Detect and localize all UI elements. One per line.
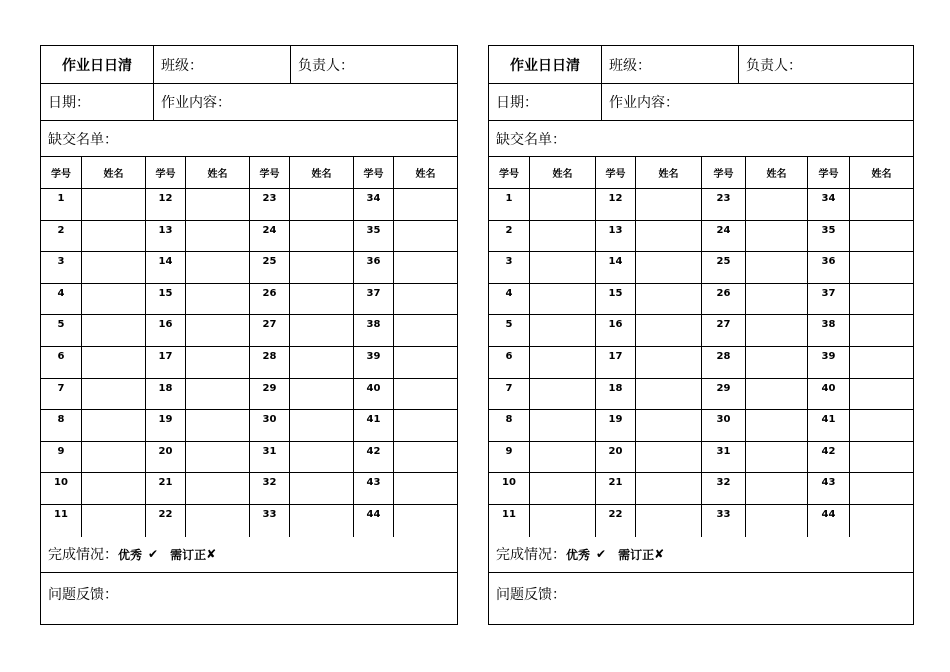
student-number: 25 bbox=[249, 252, 289, 283]
student-name-cell[interactable] bbox=[635, 347, 701, 378]
student-number: 27 bbox=[249, 315, 289, 346]
student-name-cell[interactable] bbox=[529, 189, 595, 220]
feedback-field[interactable]: 问题反馈： bbox=[496, 586, 566, 603]
student-number: 35 bbox=[353, 221, 393, 252]
student-number: 15 bbox=[595, 284, 635, 315]
student-number: 32 bbox=[249, 473, 289, 504]
class-field[interactable]: 班级： bbox=[153, 46, 290, 83]
student-name-cell[interactable] bbox=[289, 442, 353, 473]
student-number: 22 bbox=[145, 505, 185, 537]
homework-form-right bbox=[488, 45, 914, 625]
student-number: 42 bbox=[353, 442, 393, 473]
col-header-no: 学号 bbox=[145, 157, 185, 188]
student-number: 14 bbox=[145, 252, 185, 283]
student-number: 24 bbox=[701, 221, 745, 252]
student-number: 24 bbox=[249, 221, 289, 252]
student-name-cell[interactable] bbox=[81, 189, 145, 220]
student-number: 21 bbox=[145, 473, 185, 504]
student-number: 7 bbox=[57, 382, 65, 394]
student-row bbox=[489, 347, 913, 379]
student-number: 12 bbox=[145, 189, 185, 220]
feedback-row bbox=[41, 573, 457, 624]
student-number: 2 bbox=[57, 224, 65, 236]
student-name-cell[interactable] bbox=[635, 379, 701, 410]
student-name-cell[interactable] bbox=[529, 473, 595, 504]
completion-row bbox=[41, 537, 457, 573]
student-name-cell[interactable] bbox=[393, 473, 457, 504]
student-row bbox=[489, 252, 913, 284]
student-number: 43 bbox=[807, 473, 849, 504]
student-name-cell[interactable] bbox=[289, 252, 353, 283]
student-row bbox=[489, 284, 913, 316]
student-number: 38 bbox=[353, 315, 393, 346]
student-name-cell[interactable] bbox=[635, 284, 701, 315]
student-name-cell[interactable] bbox=[745, 189, 807, 220]
student-name-cell[interactable] bbox=[745, 379, 807, 410]
student-name-cell[interactable] bbox=[185, 379, 249, 410]
student-name-cell[interactable] bbox=[393, 442, 457, 473]
completion-row bbox=[489, 537, 913, 573]
student-number: 12 bbox=[595, 189, 635, 220]
student-name-cell[interactable] bbox=[81, 379, 145, 410]
owner-field[interactable]: 负责人： bbox=[290, 46, 457, 83]
student-row bbox=[41, 252, 457, 284]
student-row bbox=[489, 505, 913, 537]
student-number: 25 bbox=[701, 252, 745, 283]
student-name-cell[interactable] bbox=[81, 284, 145, 315]
student-name-cell[interactable] bbox=[393, 221, 457, 252]
student-number: 42 bbox=[807, 442, 849, 473]
grid-header-row bbox=[41, 157, 457, 189]
student-number: 29 bbox=[701, 379, 745, 410]
student-number: 34 bbox=[807, 189, 849, 220]
feedback-field[interactable]: 问题反馈： bbox=[48, 586, 118, 603]
col-header-name: 姓名 bbox=[185, 157, 249, 188]
content-field[interactable]: 作业内容： bbox=[601, 84, 913, 120]
student-number: 33 bbox=[249, 505, 289, 537]
absent-list-field[interactable]: 缺交名单： bbox=[496, 131, 566, 148]
student-number: 17 bbox=[145, 347, 185, 378]
student-number: 5 bbox=[505, 319, 513, 331]
student-number: 4 bbox=[505, 287, 513, 299]
student-name-cell[interactable] bbox=[745, 473, 807, 504]
student-number: 31 bbox=[249, 442, 289, 473]
student-number: 36 bbox=[807, 252, 849, 283]
student-name-cell[interactable] bbox=[393, 410, 457, 441]
student-name-cell[interactable] bbox=[529, 221, 595, 252]
student-row bbox=[41, 315, 457, 347]
student-number: 31 bbox=[701, 442, 745, 473]
student-name-cell[interactable] bbox=[289, 473, 353, 504]
student-number: 18 bbox=[145, 379, 185, 410]
student-number: 5 bbox=[57, 319, 65, 331]
student-number: 30 bbox=[249, 410, 289, 441]
completion-label: 完成情况： bbox=[496, 547, 566, 564]
col-header-name: 姓名 bbox=[745, 157, 807, 188]
student-name-cell[interactable] bbox=[289, 505, 353, 537]
student-number: 14 bbox=[595, 252, 635, 283]
student-number: 26 bbox=[701, 284, 745, 315]
student-name-cell[interactable] bbox=[529, 505, 595, 537]
student-name-cell[interactable] bbox=[745, 315, 807, 346]
student-name-cell[interactable] bbox=[81, 505, 145, 537]
student-name-cell[interactable] bbox=[81, 252, 145, 283]
student-name-cell[interactable] bbox=[393, 347, 457, 378]
excellent-label: 优秀 bbox=[566, 547, 591, 562]
student-name-cell[interactable] bbox=[529, 347, 595, 378]
student-name-cell[interactable] bbox=[745, 347, 807, 378]
date-field[interactable]: 日期： bbox=[48, 95, 90, 111]
student-name-cell[interactable] bbox=[849, 442, 913, 473]
check-icon: ✔ bbox=[596, 547, 607, 562]
student-name-cell[interactable] bbox=[849, 505, 913, 537]
col-header-name: 姓名 bbox=[635, 157, 701, 188]
col-header-no: 学号 bbox=[701, 157, 745, 188]
student-name-cell[interactable] bbox=[529, 379, 595, 410]
student-number: 30 bbox=[701, 410, 745, 441]
student-name-cell[interactable] bbox=[849, 379, 913, 410]
col-header-no: 学号 bbox=[353, 157, 393, 188]
student-name-cell[interactable] bbox=[849, 410, 913, 441]
student-row bbox=[489, 189, 913, 221]
student-name-cell[interactable] bbox=[745, 252, 807, 283]
student-row bbox=[489, 442, 913, 474]
col-header-name: 姓名 bbox=[393, 157, 457, 188]
student-name-cell[interactable] bbox=[393, 252, 457, 283]
student-number: 21 bbox=[595, 473, 635, 504]
student-name-cell[interactable] bbox=[81, 442, 145, 473]
form-title: 作业日日清 bbox=[510, 57, 580, 74]
student-grid bbox=[41, 157, 457, 537]
cross-icon: ✘ bbox=[206, 547, 217, 562]
student-number: 35 bbox=[807, 221, 849, 252]
col-header-name: 姓名 bbox=[849, 157, 913, 188]
date-row bbox=[489, 84, 913, 121]
student-name-cell[interactable] bbox=[635, 252, 701, 283]
col-header-no: 学号 bbox=[249, 157, 289, 188]
student-row bbox=[489, 473, 913, 505]
student-name-cell[interactable] bbox=[185, 315, 249, 346]
student-number: 23 bbox=[249, 189, 289, 220]
student-number: 17 bbox=[595, 347, 635, 378]
absent-list-field[interactable]: 缺交名单： bbox=[48, 131, 118, 148]
student-name-cell[interactable] bbox=[289, 379, 353, 410]
col-header-name: 姓名 bbox=[529, 157, 595, 188]
grid-header-row bbox=[489, 157, 913, 189]
student-number: 7 bbox=[505, 382, 513, 394]
student-number: 10 bbox=[54, 477, 68, 489]
student-name-cell[interactable] bbox=[635, 410, 701, 441]
excellent-label: 优秀 bbox=[118, 547, 143, 562]
student-name-cell[interactable] bbox=[185, 410, 249, 441]
student-number: 43 bbox=[353, 473, 393, 504]
student-name-cell[interactable] bbox=[393, 284, 457, 315]
student-row bbox=[489, 379, 913, 411]
student-number: 38 bbox=[807, 315, 849, 346]
student-name-cell[interactable] bbox=[81, 473, 145, 504]
student-number: 40 bbox=[807, 379, 849, 410]
absent-row bbox=[41, 121, 457, 157]
col-header-name: 姓名 bbox=[81, 157, 145, 188]
student-name-cell[interactable] bbox=[745, 505, 807, 537]
student-number: 19 bbox=[145, 410, 185, 441]
student-number: 27 bbox=[701, 315, 745, 346]
col-header-no: 学号 bbox=[499, 169, 519, 180]
revise-label: 需订正 bbox=[170, 547, 207, 562]
student-number: 3 bbox=[57, 256, 65, 268]
student-number: 23 bbox=[701, 189, 745, 220]
content-field[interactable]: 作业内容： bbox=[153, 84, 457, 120]
student-number: 44 bbox=[353, 505, 393, 537]
student-row bbox=[489, 315, 913, 347]
student-name-cell[interactable] bbox=[289, 221, 353, 252]
student-row bbox=[41, 505, 457, 537]
student-name-cell[interactable] bbox=[745, 410, 807, 441]
student-name-cell[interactable] bbox=[185, 473, 249, 504]
student-name-cell[interactable] bbox=[635, 442, 701, 473]
student-name-cell[interactable] bbox=[393, 189, 457, 220]
student-number: 9 bbox=[57, 445, 65, 457]
student-number: 41 bbox=[807, 410, 849, 441]
owner-field[interactable]: 负责人： bbox=[738, 46, 913, 83]
student-number: 28 bbox=[249, 347, 289, 378]
student-name-cell[interactable] bbox=[81, 410, 145, 441]
student-name-cell[interactable] bbox=[849, 473, 913, 504]
col-header-no: 学号 bbox=[807, 157, 849, 188]
completion-field bbox=[41, 537, 457, 572]
student-number: 29 bbox=[249, 379, 289, 410]
student-number: 44 bbox=[807, 505, 849, 537]
student-number: 3 bbox=[505, 256, 513, 268]
student-number: 26 bbox=[249, 284, 289, 315]
student-row bbox=[41, 410, 457, 442]
student-number: 16 bbox=[595, 315, 635, 346]
student-name-cell[interactable] bbox=[745, 221, 807, 252]
student-number: 4 bbox=[57, 287, 65, 299]
student-name-cell[interactable] bbox=[289, 315, 353, 346]
student-row bbox=[41, 379, 457, 411]
student-number: 15 bbox=[145, 284, 185, 315]
student-name-cell[interactable] bbox=[529, 410, 595, 441]
student-number: 9 bbox=[505, 445, 513, 457]
student-name-cell[interactable] bbox=[745, 442, 807, 473]
student-name-cell[interactable] bbox=[185, 505, 249, 537]
student-name-cell[interactable] bbox=[529, 315, 595, 346]
student-number: 8 bbox=[505, 414, 513, 426]
form-title: 作业日日清 bbox=[62, 57, 132, 74]
student-name-cell[interactable] bbox=[635, 315, 701, 346]
student-name-cell[interactable] bbox=[635, 473, 701, 504]
student-name-cell[interactable] bbox=[529, 284, 595, 315]
col-header-name: 姓名 bbox=[289, 157, 353, 188]
student-number: 10 bbox=[502, 477, 516, 489]
student-name-cell[interactable] bbox=[849, 315, 913, 346]
student-name-cell[interactable] bbox=[635, 505, 701, 537]
col-header-no: 学号 bbox=[51, 169, 71, 180]
date-row bbox=[41, 84, 457, 121]
student-name-cell[interactable] bbox=[849, 252, 913, 283]
student-name-cell[interactable] bbox=[289, 410, 353, 441]
check-icon: ✔ bbox=[148, 547, 159, 562]
feedback-row bbox=[489, 573, 913, 624]
student-row bbox=[41, 473, 457, 505]
student-name-cell[interactable] bbox=[81, 221, 145, 252]
student-name-cell[interactable] bbox=[185, 442, 249, 473]
student-row bbox=[41, 347, 457, 379]
header-row bbox=[489, 46, 913, 84]
student-number: 39 bbox=[807, 347, 849, 378]
student-number: 37 bbox=[807, 284, 849, 315]
student-number: 11 bbox=[502, 508, 516, 520]
student-number: 33 bbox=[701, 505, 745, 537]
revise-label: 需订正 bbox=[618, 547, 655, 562]
student-number: 22 bbox=[595, 505, 635, 537]
date-field[interactable]: 日期： bbox=[496, 95, 538, 111]
student-number: 1 bbox=[505, 193, 513, 204]
student-number: 6 bbox=[505, 350, 513, 362]
absent-row bbox=[489, 121, 913, 157]
student-number: 8 bbox=[57, 414, 65, 426]
completion-label: 完成情况： bbox=[48, 547, 118, 564]
student-name-cell[interactable] bbox=[185, 252, 249, 283]
student-name-cell[interactable] bbox=[289, 347, 353, 378]
student-row bbox=[41, 284, 457, 316]
student-number: 2 bbox=[505, 224, 513, 236]
student-number: 39 bbox=[353, 347, 393, 378]
col-header-no: 学号 bbox=[595, 157, 635, 188]
student-number: 19 bbox=[595, 410, 635, 441]
student-name-cell[interactable] bbox=[635, 221, 701, 252]
student-number: 20 bbox=[595, 442, 635, 473]
header-row bbox=[41, 46, 457, 84]
student-name-cell[interactable] bbox=[81, 347, 145, 378]
student-grid bbox=[489, 157, 913, 537]
student-number: 1 bbox=[57, 193, 65, 204]
student-number: 40 bbox=[353, 379, 393, 410]
student-row bbox=[41, 189, 457, 221]
student-name-cell[interactable] bbox=[849, 284, 913, 315]
student-name-cell[interactable] bbox=[185, 189, 249, 220]
student-name-cell[interactable] bbox=[745, 284, 807, 315]
student-number: 37 bbox=[353, 284, 393, 315]
student-name-cell[interactable] bbox=[529, 252, 595, 283]
student-name-cell[interactable] bbox=[529, 442, 595, 473]
student-name-cell[interactable] bbox=[393, 379, 457, 410]
student-name-cell[interactable] bbox=[185, 221, 249, 252]
student-name-cell[interactable] bbox=[289, 189, 353, 220]
student-number: 13 bbox=[595, 221, 635, 252]
homework-form-left bbox=[40, 45, 458, 625]
student-number: 13 bbox=[145, 221, 185, 252]
student-number: 41 bbox=[353, 410, 393, 441]
student-row bbox=[489, 221, 913, 253]
student-number: 18 bbox=[595, 379, 635, 410]
student-name-cell[interactable] bbox=[185, 284, 249, 315]
cross-icon: ✘ bbox=[654, 547, 665, 562]
student-row bbox=[489, 410, 913, 442]
student-name-cell[interactable] bbox=[185, 347, 249, 378]
student-row bbox=[41, 221, 457, 253]
student-number: 28 bbox=[701, 347, 745, 378]
student-row bbox=[41, 442, 457, 474]
student-number: 16 bbox=[145, 315, 185, 346]
completion-field bbox=[489, 537, 913, 572]
student-number: 32 bbox=[701, 473, 745, 504]
student-number: 20 bbox=[145, 442, 185, 473]
student-number: 34 bbox=[353, 189, 393, 220]
student-name-cell[interactable] bbox=[849, 221, 913, 252]
student-name-cell[interactable] bbox=[393, 505, 457, 537]
student-number: 6 bbox=[57, 350, 65, 362]
class-field[interactable]: 班级： bbox=[601, 46, 738, 83]
student-name-cell[interactable] bbox=[393, 315, 457, 346]
student-number: 36 bbox=[353, 252, 393, 283]
student-number: 11 bbox=[54, 508, 68, 520]
student-name-cell[interactable] bbox=[635, 189, 701, 220]
student-name-cell[interactable] bbox=[849, 347, 913, 378]
student-name-cell[interactable] bbox=[289, 284, 353, 315]
student-name-cell[interactable] bbox=[81, 315, 145, 346]
student-name-cell[interactable] bbox=[849, 189, 913, 220]
